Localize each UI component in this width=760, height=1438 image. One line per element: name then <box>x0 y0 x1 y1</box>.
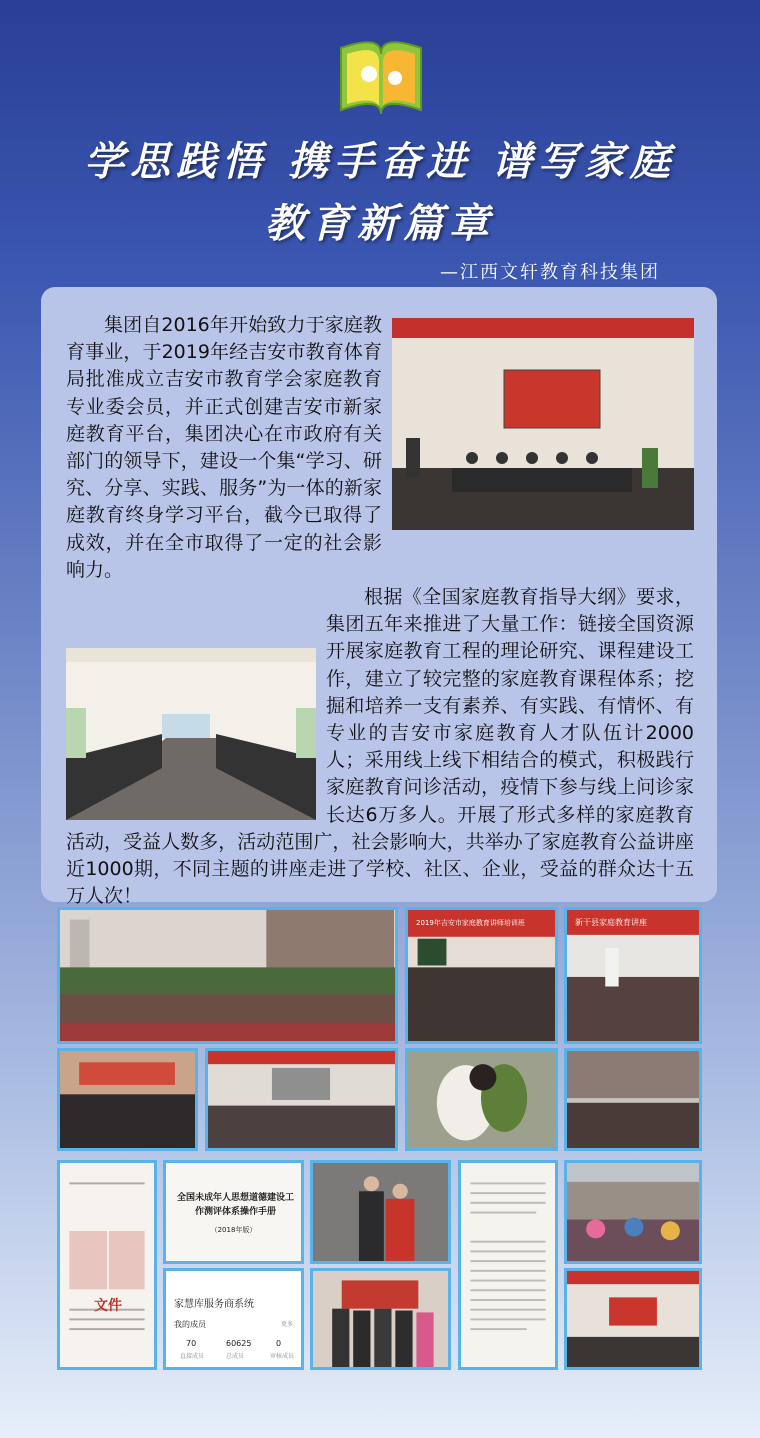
organization-name: —江西文轩教育科技集团 <box>440 262 660 283</box>
app-stat-2-value: 60625 <box>226 1339 252 1348</box>
gallery-photo-group-five <box>310 1268 451 1370</box>
gallery-document-report <box>458 1160 558 1370</box>
gallery-photo-group-photo <box>205 1048 398 1151</box>
gallery-document-file <box>57 1160 157 1370</box>
gallery-photo-outdoor-crowd <box>57 907 398 1044</box>
banner-text-2: 新干县家庭教育讲座 <box>575 918 647 927</box>
app-stat-3-label: 审核成员 <box>270 1353 295 1360</box>
logo-icon <box>333 30 429 116</box>
paragraph-2: 根据《全国家庭教育指导大纲》要求，集团五年来推进了大量工作：链接全国资源开展家庭教育工程的理论研究、课程建设工作，建立了较完整的家庭教育课程体系；挖掘和培养一支有素养、有实践、有情怀、有专业的吉安市家庭教育人才队伍计2000人；采用线上线下相结合的模式，积极践行家庭教育问诊活动，疫情下参与线上问诊家长达6万多人。开展了形式多样的家庭教育活动，受益人数多，活动范围广，社会影响大，共举办了家庭教育公益讲座近1000期，不同主题的讲座走进了学校、社区、企业，受益的群众达十五万人次！ <box>66 586 694 908</box>
app-stat-1-value: 70 <box>186 1339 197 1348</box>
app-stat-2-label: 总成员 <box>226 1353 245 1360</box>
app-section: 我的成员 <box>174 1320 206 1329</box>
gallery-photo-lecture-banner <box>405 907 558 1044</box>
gallery-photo-award-pair <box>310 1160 451 1264</box>
manual-year: （2018年版） <box>210 1226 257 1234</box>
gallery-photo-umbrellas <box>564 1160 702 1264</box>
gallery-photo-hug <box>405 1048 558 1151</box>
app-stat-3-value: 0 <box>276 1339 282 1348</box>
gallery-photo-community-lecture <box>564 907 702 1044</box>
manual-title: 全国未成年人思想道德建设工作测评体系操作手册 <box>176 1193 294 1217</box>
page-title-line-2: 教育新篇章 <box>265 200 495 247</box>
classroom-photo <box>66 648 316 820</box>
app-title: 家慧库服务商系统 <box>174 1299 254 1310</box>
gallery-document-manual <box>163 1160 304 1264</box>
page-title-line-1: 学思践悟 携手奋进 谱写家庭 <box>84 138 676 185</box>
document-file-label: 文件 <box>94 1298 122 1314</box>
paragraph-1: 集团自2016年开始致力于家庭教育事业，于2019年经吉安市教育体育局批准成立吉安市教育学会家庭教育专业委会员，并正式创建吉安市新家庭教育平台，集团决心在市政府有关部门的领导下，建设一个集“学习、研究、分享、实践、服务”为一体的新家庭教育终身学习平台，截今已取得了成效，并在全市取得了一定的社会影响力。 <box>66 314 382 581</box>
meeting-photo <box>392 318 694 530</box>
gallery-app-screenshot <box>163 1268 304 1370</box>
article-body <box>66 312 694 910</box>
gallery-photo-auditorium <box>57 1048 198 1151</box>
banner-text-1: 2019年吉安市家庭教育讲师培训班 <box>416 919 525 927</box>
gallery-photo-meeting-room <box>564 1268 702 1370</box>
app-more: 更多 <box>280 1321 293 1328</box>
gallery-photo-schoolyard <box>564 1048 702 1151</box>
app-stat-1-label: 直接成员 <box>180 1353 205 1360</box>
